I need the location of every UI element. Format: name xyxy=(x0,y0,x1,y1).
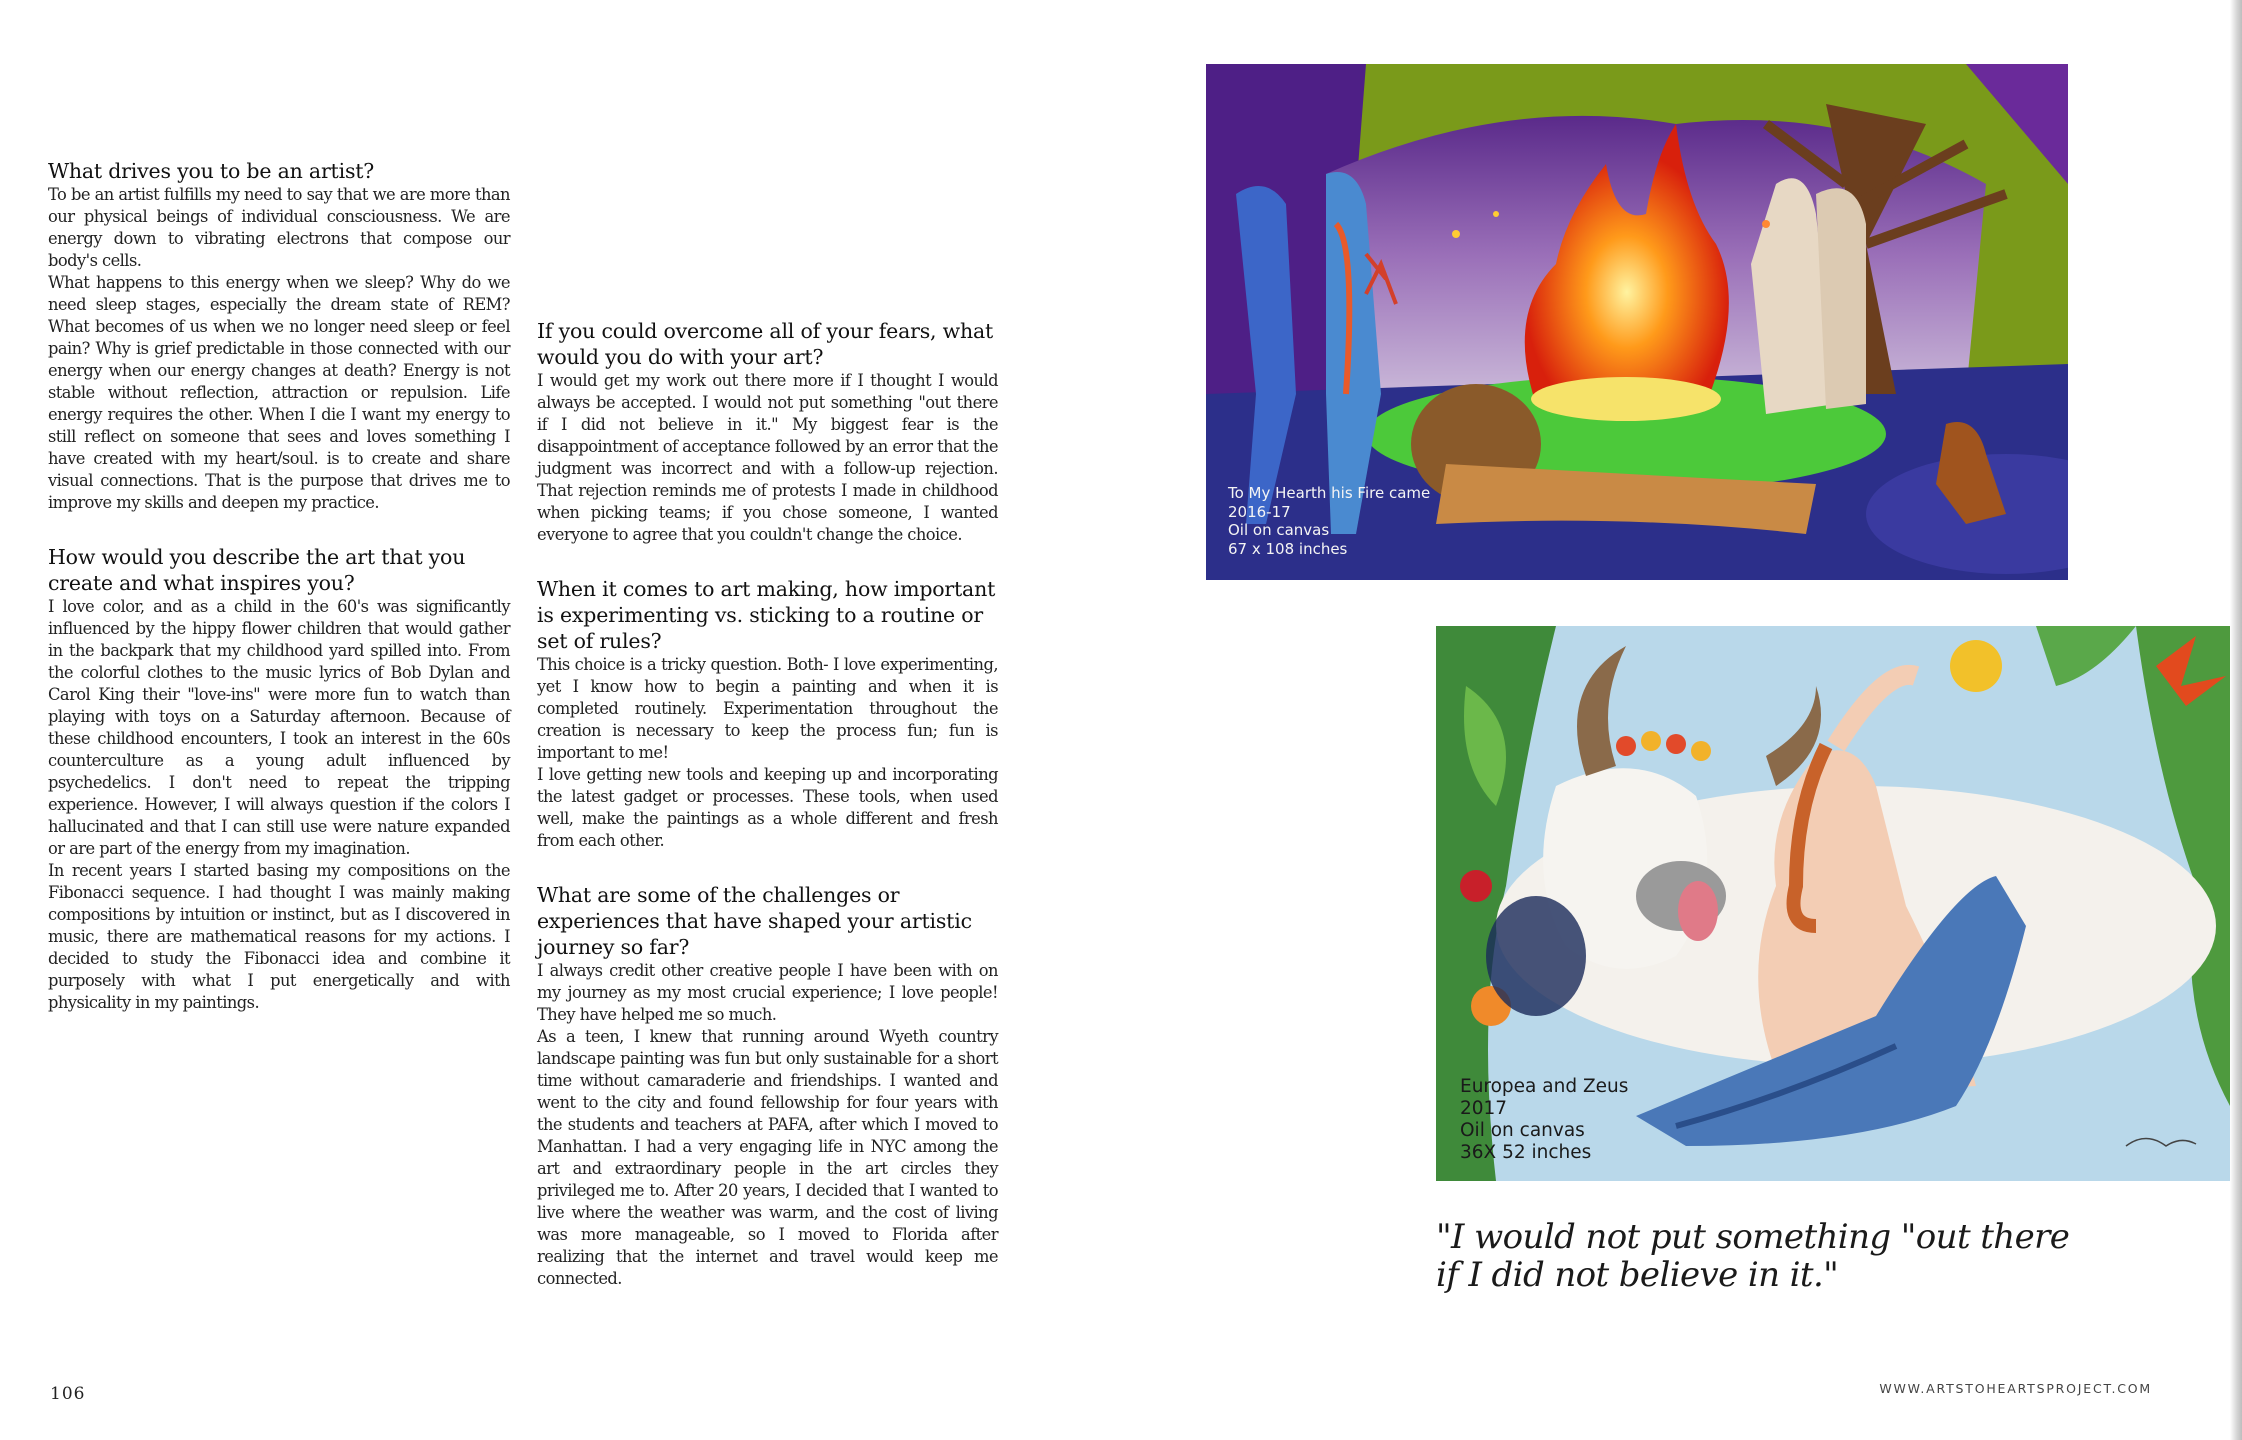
artwork-caption xyxy=(1228,484,1430,558)
answer-paragraph: I love color, and as a child in the 60's was significantly influenced by the hippy flower children that would gather in the backpark that my childhood yard spilled into. From the colorful clothes to the music lyrics of Bob Dylan and Carol King their "love-ins" were more fun to watch than playing with toys on a Saturday afternoon. Because of these childhood encounters, I took an interest in the 60s counterculture as a young adult influenced by psychedelics. I don't need to repeat the tripping experience. However, I will always question if the colors I hallucinated and that I can still use were nature expanded or are part of the energy from my imagination. xyxy=(48,597,510,858)
answer-paragraph: What happens to this energy when we sleep? Why do we need sleep stages, especially the dream state of REM? What becomes of us when we no longer need sleep or feel pain? Why is grief predictable in those connected with our energy when our energy changes at death? Energy is not stable without reflection, attraction or repulsion. Life energy requires the other. When I die I want my energy to still reflect on someone that sees and loves something I have created with my heart/soul. is to create and share visual connections. That is the purpose that drives me to improve my skills and deepen my practice. xyxy=(48,273,510,512)
answer-paragraph: To be an artist fulfills my need to say that we are more than our physical beings of individual consciousness. We are energy down to vibrating electrons that compose our body's cells. xyxy=(48,185,510,270)
artwork-size: 36X 52 inches xyxy=(1460,1142,1592,1163)
answer-paragraph: This choice is a tricky question. Both- I love experimenting, yet I know how to begin a painting and when it is completed routinely. Experimentation throughout the creation is necessary to keep the process fun; fun is important to me! xyxy=(537,655,998,762)
answer-paragraph: As a teen, I knew that running around Wyeth country landscape painting was fun but only sustainable for a short time without camaraderie and friendships. I wanted and went to the city and found fellowship for four years with the students and teachers at PAFA, after which I moved to Manhattan. I had a very engaging life in NYC among the art and extraordinary people in the art circles they privileged me to. After 20 years, I decided that I wanted to live where the weather was warm, and the cost of living was more manageable, so I moved to Florida after realizing that the internet and travel would keep me connected. xyxy=(537,1027,998,1288)
question-heading: What are some of the challenges or experiences that have shaped your artistic journey so far? xyxy=(537,883,972,959)
artwork-year: 2017 xyxy=(1460,1098,1508,1119)
website-url: WWW.ARTSTOHEARTSPROJECT.COM xyxy=(1879,1381,2152,1396)
question-heading: How would you describe the art that you create and what inspires you? xyxy=(48,545,466,595)
artwork-title: Europea and Zeus xyxy=(1460,1076,1629,1097)
question-heading: When it comes to art making, how important is experimenting vs. sticking to a routine or set of rules? xyxy=(537,577,996,653)
answer-paragraph: I would get my work out there more if I thought I would always be accepted. I would not put something "out there if I did not believe in it." My biggest fear is the disappointment of acceptance followed by an error that the judgment was incorrect and with a follow-up rejection. That rejection reminds me of protests I made in childhood when picking teams; if you chose someone, I wanted everyone to agree that you couldn't change the choice. xyxy=(537,371,998,544)
answer-paragraph: I love getting new tools and keeping up and incorporating the latest gadget or processes. These tools, when used well, make the paintings as a whole different and fresh from each other. xyxy=(537,765,998,850)
artwork-title: To My Hearth his Fire came xyxy=(1228,484,1431,502)
left-text-column xyxy=(48,158,510,1014)
artwork-year: 2016-17 xyxy=(1228,502,1291,521)
pull-quote: "I would not put something "out there if I did not believe in it." xyxy=(1436,1217,2070,1295)
middle-text-column xyxy=(537,318,998,1290)
answer-paragraph: In recent years I started basing my compositions on the Fibonacci sequence. I had thought I was mainly making compositions by intuition or instinct, but as I discovered in music, there are mathematical reasons for my actions. I decided to study the Fibonacci idea and combine it purposely with what I put energetically and with physicality in my paintings. xyxy=(48,861,510,1012)
question-heading: If you could overcome all of your fears, what would you do with your art? xyxy=(537,319,994,369)
answer-paragraph: I always credit other creative people I have been with on my journey as my most crucial experience; I love people! They have helped me so much. xyxy=(537,961,998,1024)
question-heading: What drives you to be an artist? xyxy=(48,159,375,183)
artwork-caption xyxy=(1460,1076,1628,1164)
artwork-medium: Oil on canvas xyxy=(1228,521,1330,539)
artwork-size: 67 x 108 inches xyxy=(1228,539,1348,558)
page-number: 106 xyxy=(50,1384,86,1404)
artwork-medium: Oil on canvas xyxy=(1460,1120,1585,1141)
page-edge-shadow xyxy=(2230,0,2242,1440)
